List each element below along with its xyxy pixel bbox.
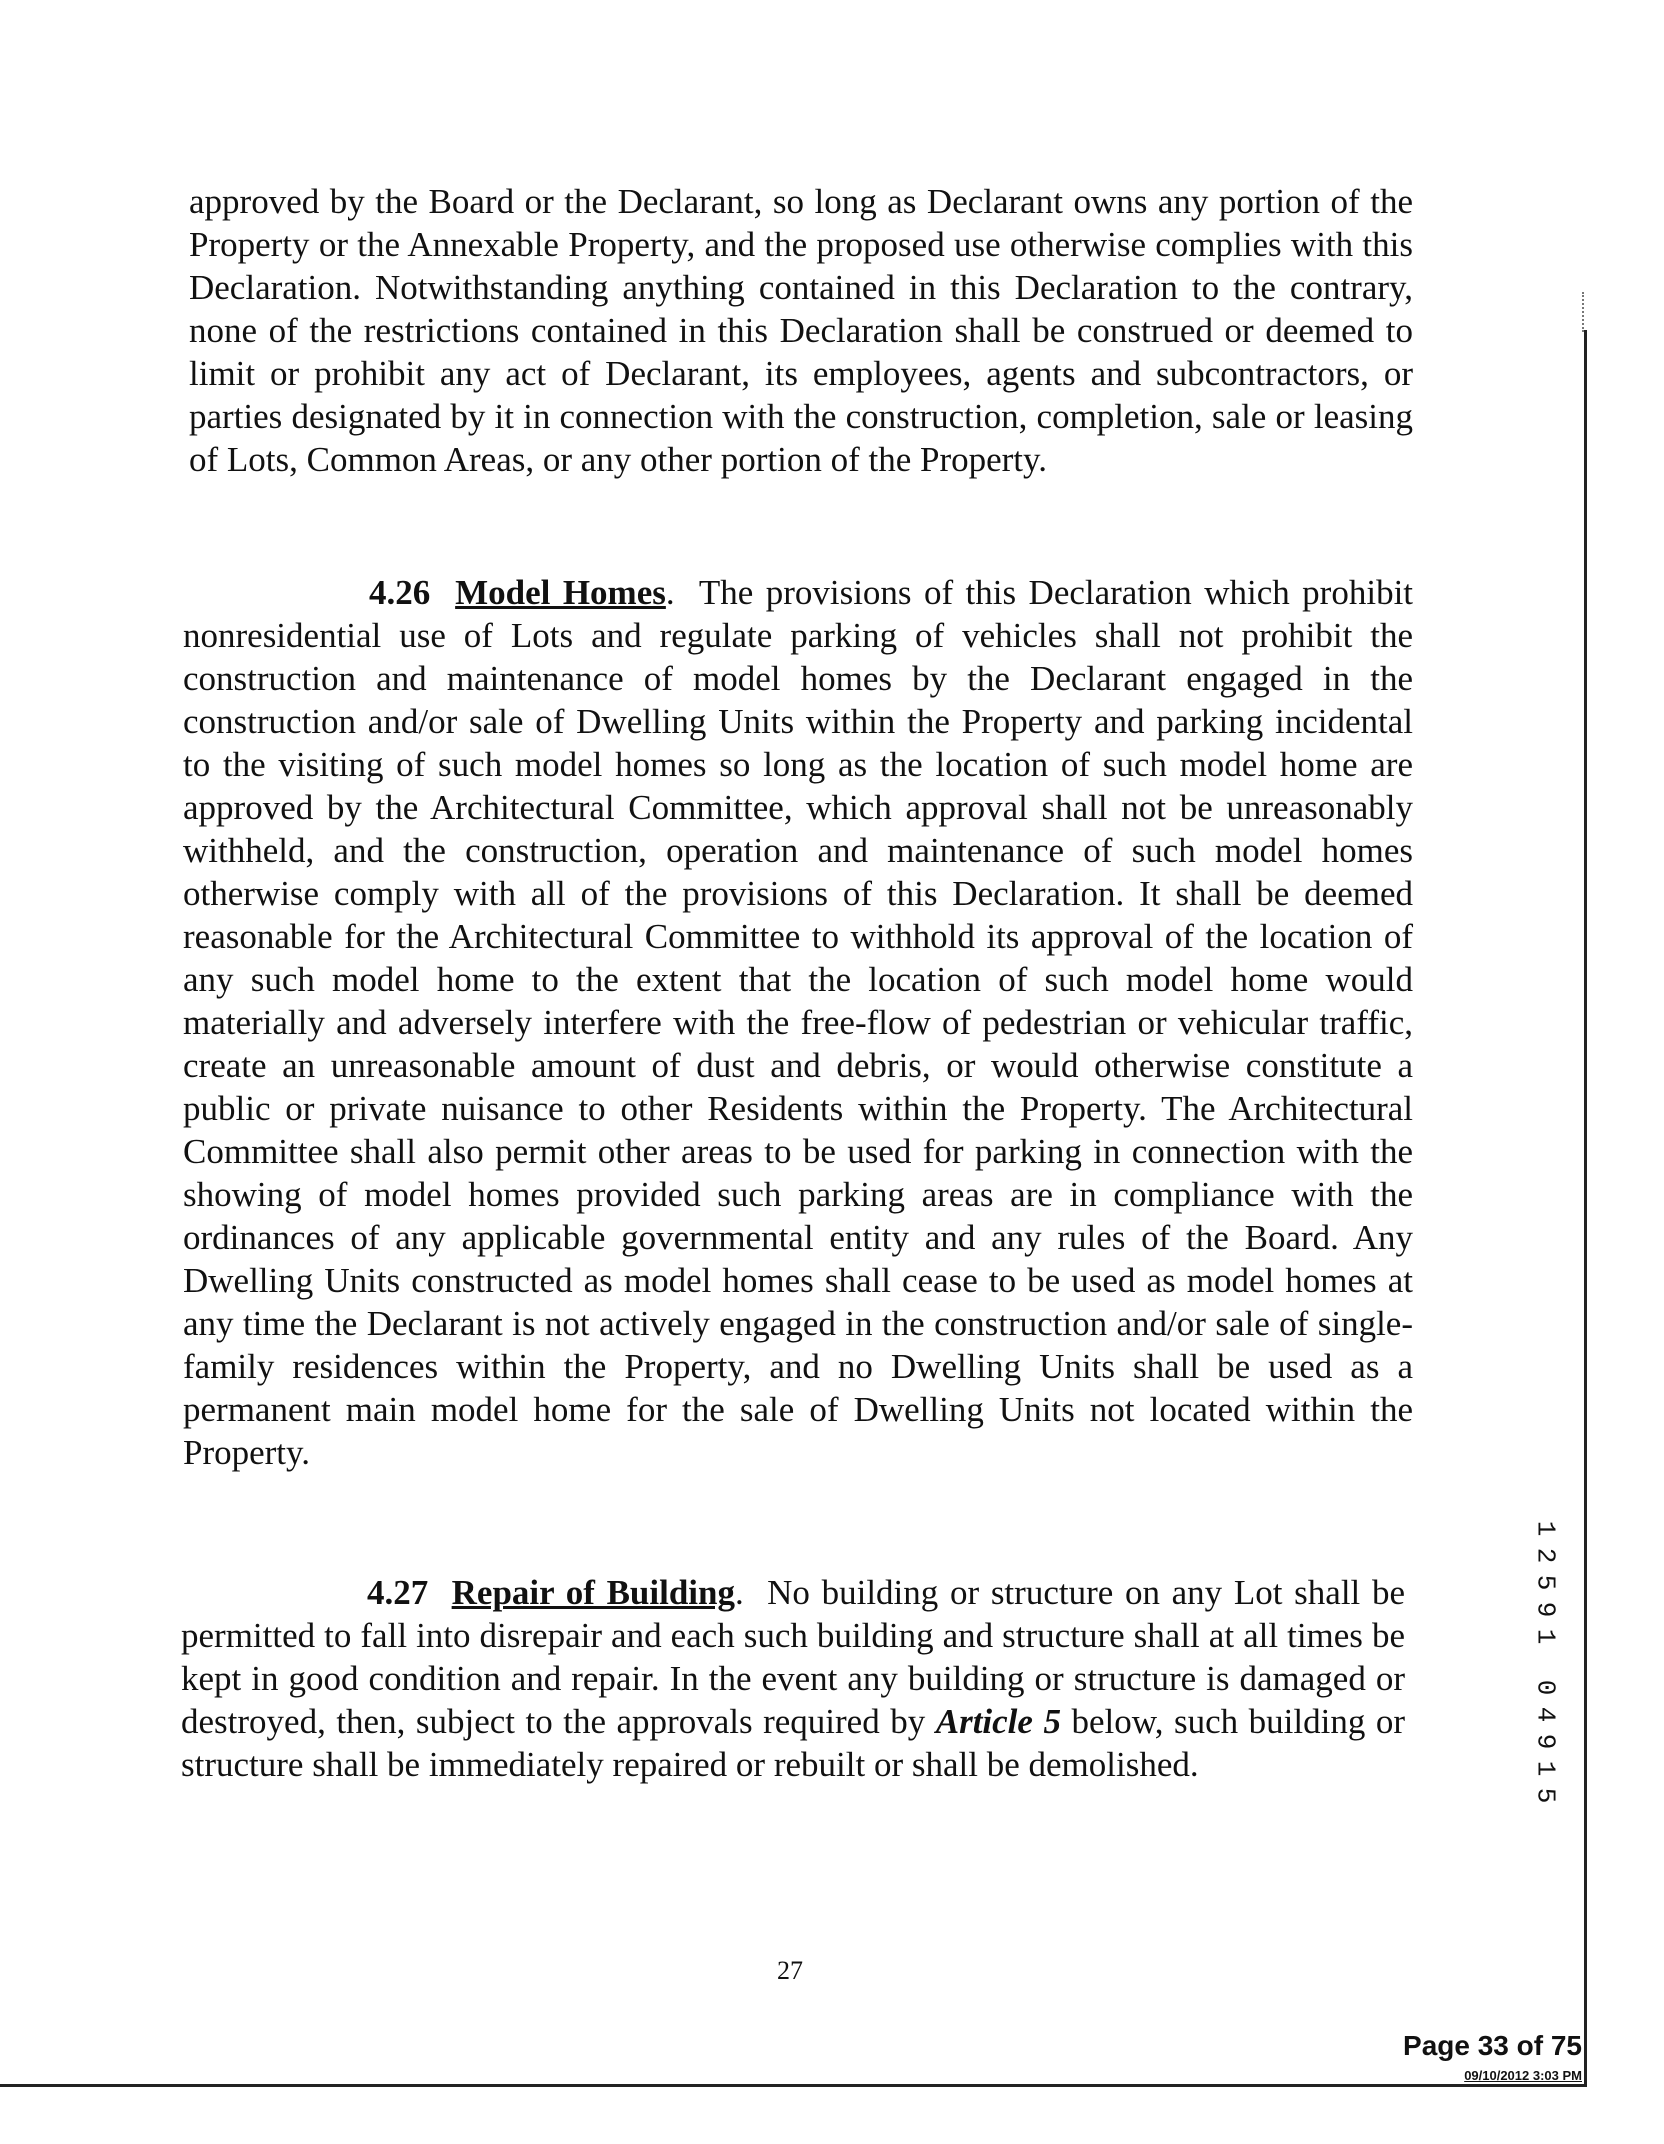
section-title: Model Homes (455, 573, 666, 612)
bottom-rule (0, 2084, 1587, 2087)
section-number: 4.27 (367, 1573, 429, 1612)
margin-dots (1582, 292, 1586, 332)
right-margin-rule (1584, 330, 1587, 2085)
section-body-before: No building or structure on any Lot shall be permitted to fall into disrepair and each such building and structure shall at all times be kept in good condition and repair. In the event any building or structure is damaged or destroyed, then, subject to the approvals required by (181, 1573, 1405, 1741)
stamp-digit: 9 (1530, 1601, 1561, 1618)
stamp-digit: 1 (1530, 1628, 1561, 1645)
stamp-digit: 2 (1530, 1547, 1561, 1564)
stamp-digit: 4 (1530, 1706, 1561, 1723)
stamp-digit: 9 (1530, 1733, 1561, 1750)
footer-page-label: Page 33 of 75 (1403, 2030, 1582, 2061)
article-reference: Article 5 (935, 1702, 1061, 1741)
page-number: 27 (777, 1956, 803, 1985)
section-number: 4.26 (369, 573, 431, 612)
stamp-digit: 1 (1530, 1520, 1561, 1537)
footer-timestamp: 09/10/2012 3:03 PM (1464, 2068, 1582, 2083)
recording-stamp (1530, 1515, 1560, 1809)
stamp-digit: 0 (1530, 1679, 1561, 1696)
section-body: The provisions of this Declaration which prohibit nonresidential use of Lots and regulate parking of vehicles shall not prohibit the construction and maintenance of model homes by the Declarant engaged in the construction and/or sale of Dwelling Units within the Property and parking incidental to the visiting of such model homes so long as the location of such model home are approved by the Architectural Committee, which approval shall not be unreasonably withheld, and the construction, operation and maintenance of such model homes otherwise comply with all of the provisions of this Declaration. It shall be deemed reasonable for the Architectural Committee to withhold its approval of the location of any such model home to the extent that the location of such model home would materially and adversely interfere with the free-flow of pedestrian or vehicular traffic, create an unreasonable amount of dust and debris, or would otherwise constitute a public or private nuisance to other Residents within the Property. The Architectural Committee shall also permit other areas to be used for parking in connection with the showing of model homes provided such parking areas are in compliance with the ordinances of any applicable governmental entity and any rules of the Board. Any Dwelling Units constructed as model homes shall cease to be used as model homes at any time the Declarant is not actively engaged in the construction and/or sale of single-family residences within the Property, and no Dwelling Units shall be used as a permanent main model home for the sale of Dwelling Units not located within the Property. (183, 573, 1414, 1472)
section-4-26-paragraph: 4.26 Model Homes. The provisions of this Declaration which prohibit nonresidential use of Lots and regulate parking of vehicles shall not prohibit the construction and maintenance of model homes by the Declarant engaged in the construction and/or sale of Dwelling Units within the Property and parking incidental to the visiting of such model homes so long as the location of such model home are approved by the Architectural Committee, which approval shall not be unreasonably withheld, and the construction, operation and maintenance of such model homes otherwise comply with all of the provisions of this Declaration. It shall be deemed reasonable for the Architectural Committee to withhold its approval of the location of any such model home to the extent that the location of such model home would materially and adversely interfere with the free-flow of pedestrian or vehicular traffic, create an unreasonable amount of dust and debris, or would otherwise constitute a public or private nuisance to other Residents within the Property. The Architectural Committee shall also permit other areas to be used for parking in connection with the showing of model homes provided such parking areas are in compliance with the ordinances of any applicable governmental entity and any rules of the Board. Any Dwelling Units constructed as model homes shall cease to be used as model homes at any time the Declarant is not actively engaged in the construction and/or sale of single-family residences within the Property, and no Dwelling Units shall be used as a permanent main model home for the sale of Dwelling Units not located within the Property. (183, 573, 1414, 1472)
stamp-digit: 5 (1530, 1574, 1561, 1591)
stamp-digit: 5 (1530, 1787, 1561, 1804)
section-4-27-paragraph: 4.27 Repair of Building. No building or structure on any Lot shall be permitted to fall into disrepair and each such building and structure shall at all times be kept in good condition and repair. In the event any building or structure is damaged or destroyed, then, subject to the approvals required by Article 5 below, such building or structure shall be immediately repaired or rebuilt or shall be demolished. (181, 1573, 1406, 1784)
section-title: Repair of Building (451, 1573, 735, 1612)
stamp-digit: 1 (1530, 1760, 1561, 1777)
section-body-after: below, such building or structure shall be immediately repaired or rebuilt or shall be demolished. (181, 1702, 1406, 1784)
paragraph-continuation: approved by the Board or the Declarant, so long as Declarant owns any portion of the Property or the Annexable Property, and the proposed use otherwise complies with this Declaration. Notwithstanding anything contained in this Declaration to the contrary, none of the restrictions contained in this Declaration shall be construed or deemed to limit or prohibit any act of Declarant, its employees, agents and subcontractors, or parties designated by it in connection with the construction, completion, sale or leasing of Lots, Common Areas, or any other portion of the Property. (189, 182, 1413, 479)
